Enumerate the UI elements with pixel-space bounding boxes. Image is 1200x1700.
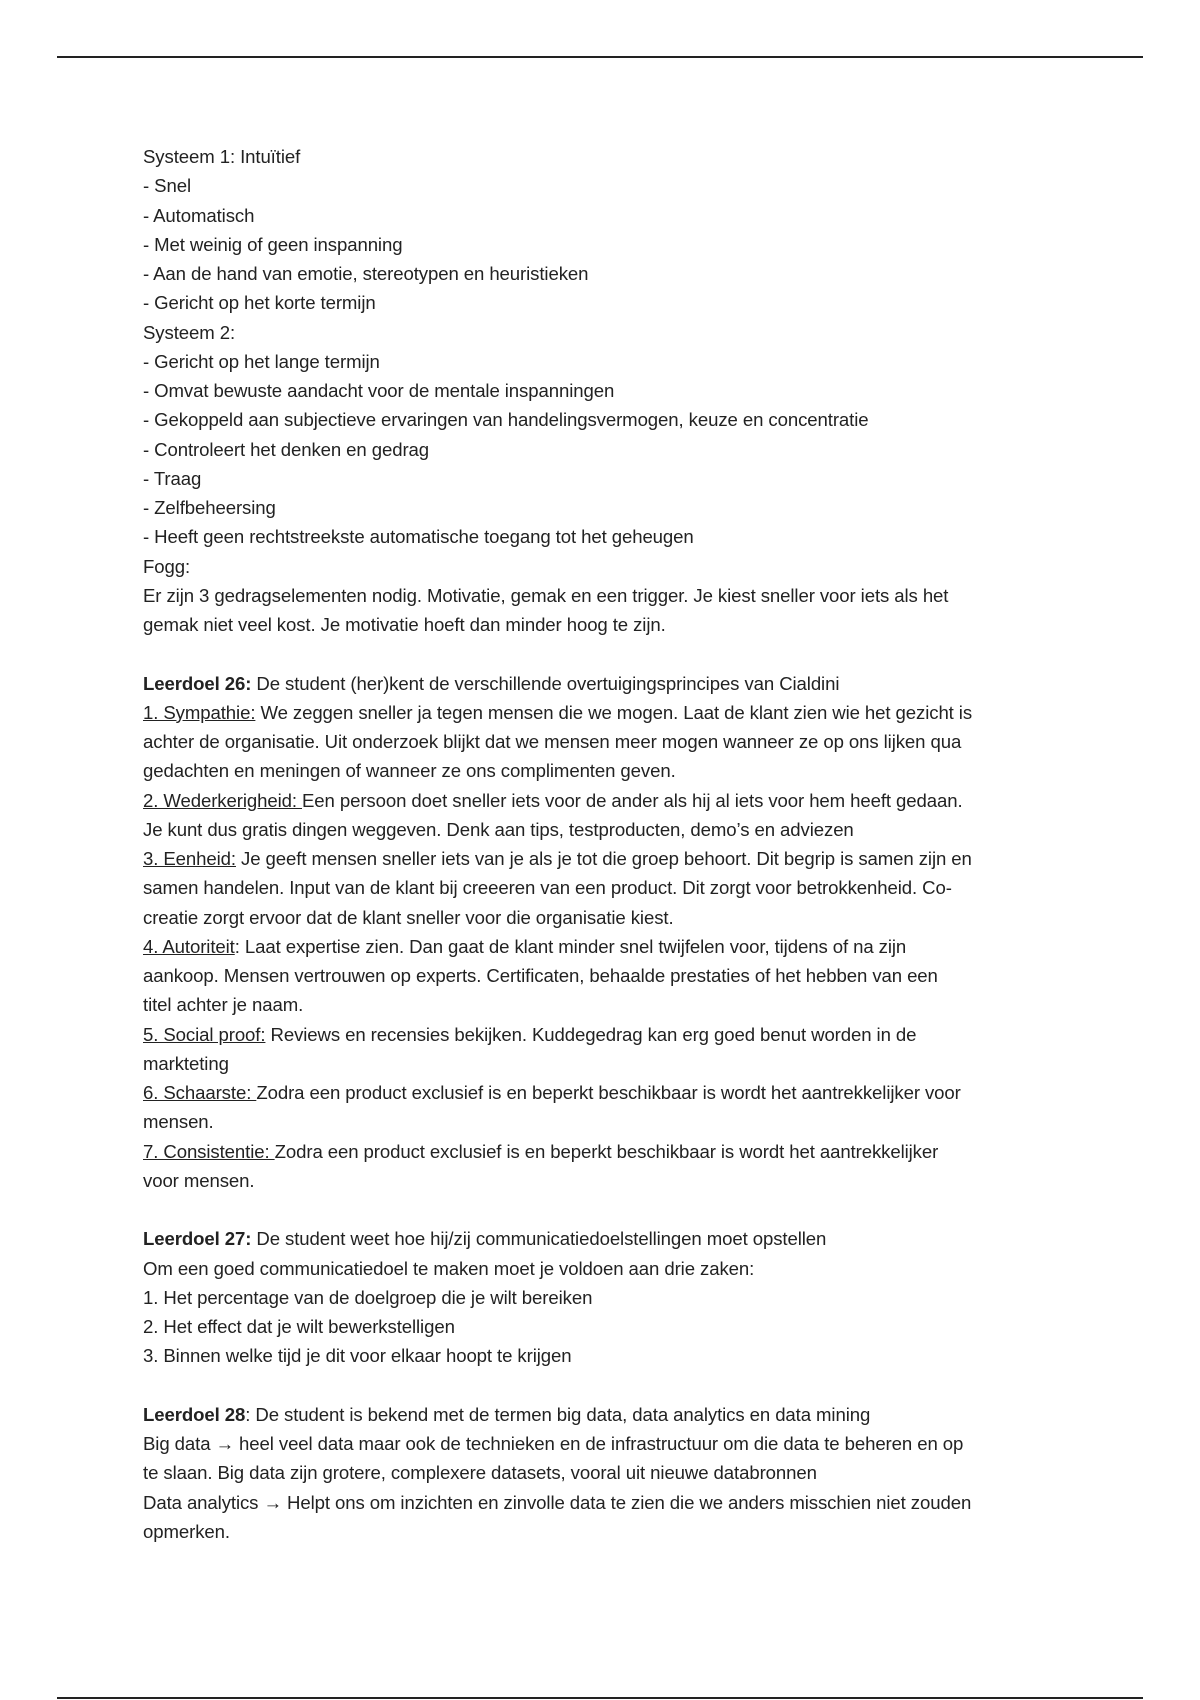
fogg-heading: Fogg:	[143, 555, 191, 577]
principle-consistentie	[143, 1137, 1073, 1166]
principle-text: Je geeft mensen sneller iets van je als je tot die groep behoort. Dit begrip is samen zijn en	[235, 848, 972, 869]
paragraph-line: titel achter je naam.	[143, 994, 304, 1016]
principle-text: Een persoon doet sneller iets voor de ander als hij al iets voor hem heeft gedaan.	[302, 789, 963, 811]
principle-term: 2. Wederkerigheid:	[143, 789, 302, 811]
leerdoel-27-heading	[143, 1224, 1073, 1253]
paragraph-line: Om een goed communicatiedoel te maken moet je voldoen aan drie zaken:	[143, 1257, 755, 1279]
list-item: - Gericht op het korte termijn	[143, 292, 376, 314]
list-item: - Traag	[143, 467, 202, 489]
paragraph-line: voor mensen.	[143, 1169, 255, 1191]
principle-schaarste	[143, 1078, 1073, 1107]
principle-term: 1. Sympathie:	[143, 701, 256, 723]
paragraph-line: Big data → heel veel data maar ook de technieken en de infrastructuur om die data te beheren en op	[143, 1433, 964, 1454]
spacer	[143, 1195, 1073, 1224]
list-item: - Controleert het denken en gedrag	[143, 438, 430, 460]
leerdoel-28-heading	[143, 1400, 1073, 1429]
leerdoel-text: De student (her)kent de verschillende overtuigingsprincipes van Cialdini	[251, 672, 840, 694]
list-item: 2. Het effect dat je wilt bewerkstelligen	[143, 1316, 455, 1337]
principle-term: 7. Consistentie:	[143, 1140, 275, 1162]
principle-eenheid	[143, 844, 1073, 873]
principle-term: 6. Schaarste:	[143, 1082, 257, 1103]
paragraph-line: aankoop. Mensen vertrouwen op experts. Certificaten, behaalde prestaties of het hebben van een	[143, 965, 938, 986]
principle-sympathie	[143, 698, 1073, 727]
paragraph-line: te slaan. Big data zijn grotere, complexere datasets, vooral uit nieuwe databronnen	[143, 1462, 817, 1484]
document-body	[143, 142, 1073, 1546]
system2-heading: Systeem 2:	[143, 321, 236, 343]
principle-wederkerigheid	[143, 786, 1073, 815]
paragraph-line: gemak niet veel kost. Je motivatie hoeft dan minder hoog te zijn.	[143, 614, 666, 635]
principle-text: Reviews en recensies bekijken. Kuddegedrag kan erg goed benut worden in de	[265, 1023, 917, 1045]
principle-text: Zodra een product exclusief is en beperkt beschikbaar is wordt het aantrekkelijker	[274, 1140, 939, 1162]
list-item: - Gericht op het lange termijn	[143, 350, 380, 372]
paragraph-line: Je kunt dus gratis dingen weggeven. Denk aan tips, testproducten, demo’s en adviezen	[143, 818, 854, 840]
list-item: - Met weinig of geen inspanning	[143, 233, 403, 255]
principle-autoriteit	[143, 932, 1073, 961]
footer-rule	[57, 1697, 1143, 1699]
header-rule	[57, 56, 1143, 58]
list-item: - Aan de hand van emotie, stereotypen en heuristieken	[143, 263, 589, 284]
paragraph-line: creatie zorgt ervoor dat de klant sneller voor die organisatie kiest.	[143, 906, 674, 928]
list-item: - Omvat bewuste aandacht voor de mentale inspanningen	[143, 380, 615, 401]
leerdoel-26-heading	[143, 669, 1073, 698]
paragraph-line: samen handelen. Input van de klant bij creeeren van een product. Dit zorgt voor betrokkenheid. Co-	[143, 877, 952, 899]
leerdoel-text: : De student is bekend met de termen big data, data analytics en data mining	[245, 1403, 871, 1425]
list-item: 3. Binnen welke tijd je dit voor elkaar hoopt te krijgen	[143, 1345, 572, 1367]
leerdoel-label: Leerdoel 28	[143, 1403, 246, 1425]
list-item: - Gekoppeld aan subjectieve ervaringen van handelingsvermogen, keuze en concentratie	[143, 409, 869, 431]
paragraph-line: gedachten en meningen of wanneer ze ons complimenten geven.	[143, 760, 676, 782]
list-item: - Automatisch	[143, 204, 255, 226]
principle-term: 4. Autoriteit	[143, 935, 235, 957]
paragraph-line: markteting	[143, 1052, 229, 1074]
paragraph-line: Er zijn 3 gedragselementen nodig. Motivatie, gemak en een trigger. Je kiest sneller voor iets als het	[143, 584, 949, 606]
principle-text: Zodra een product exclusief is en beperkt beschikbaar is wordt het aantrekkelijker voor	[256, 1082, 961, 1103]
principle-text: We zeggen sneller ja tegen mensen die we mogen. Laat de klant zien wie het gezicht is	[255, 701, 973, 723]
leerdoel-text: De student weet hoe hij/zij communicatiedoelstellingen moet opstellen	[251, 1228, 827, 1250]
list-item: 1. Het percentage van de doelgroep die je wilt bereiken	[143, 1286, 593, 1308]
principle-term: 3. Eenheid:	[143, 848, 236, 869]
system1-heading: Systeem 1: Intuïtief	[143, 146, 301, 167]
principle-text: : Laat expertise zien. Dan gaat de klant minder snel twijfelen voor, tijdens of na zijn	[234, 935, 907, 957]
list-item: - Zelfbeheersing	[143, 497, 276, 518]
paragraph-line: Data analytics → Helpt ons om inzichten en zinvolle data te zien die we anders misschien niet zouden	[143, 1491, 972, 1513]
paragraph-line: mensen.	[143, 1111, 214, 1133]
spacer	[143, 1371, 1073, 1400]
leerdoel-label: Leerdoel 26:	[143, 672, 252, 694]
leerdoel-label: Leerdoel 27:	[143, 1228, 252, 1250]
paragraph-line: opmerken.	[143, 1520, 230, 1542]
list-item: - Heeft geen rechtstreekste automatische toegang tot het geheugen	[143, 526, 694, 548]
principle-term: 5. Social proof:	[143, 1023, 266, 1045]
spacer	[143, 639, 1073, 668]
paragraph-line: achter de organisatie. Uit onderzoek blijkt dat we mensen meer mogen wanneer ze op ons lijken qua	[143, 731, 962, 752]
list-item: - Snel	[143, 175, 191, 197]
principle-social-proof	[143, 1020, 1073, 1049]
